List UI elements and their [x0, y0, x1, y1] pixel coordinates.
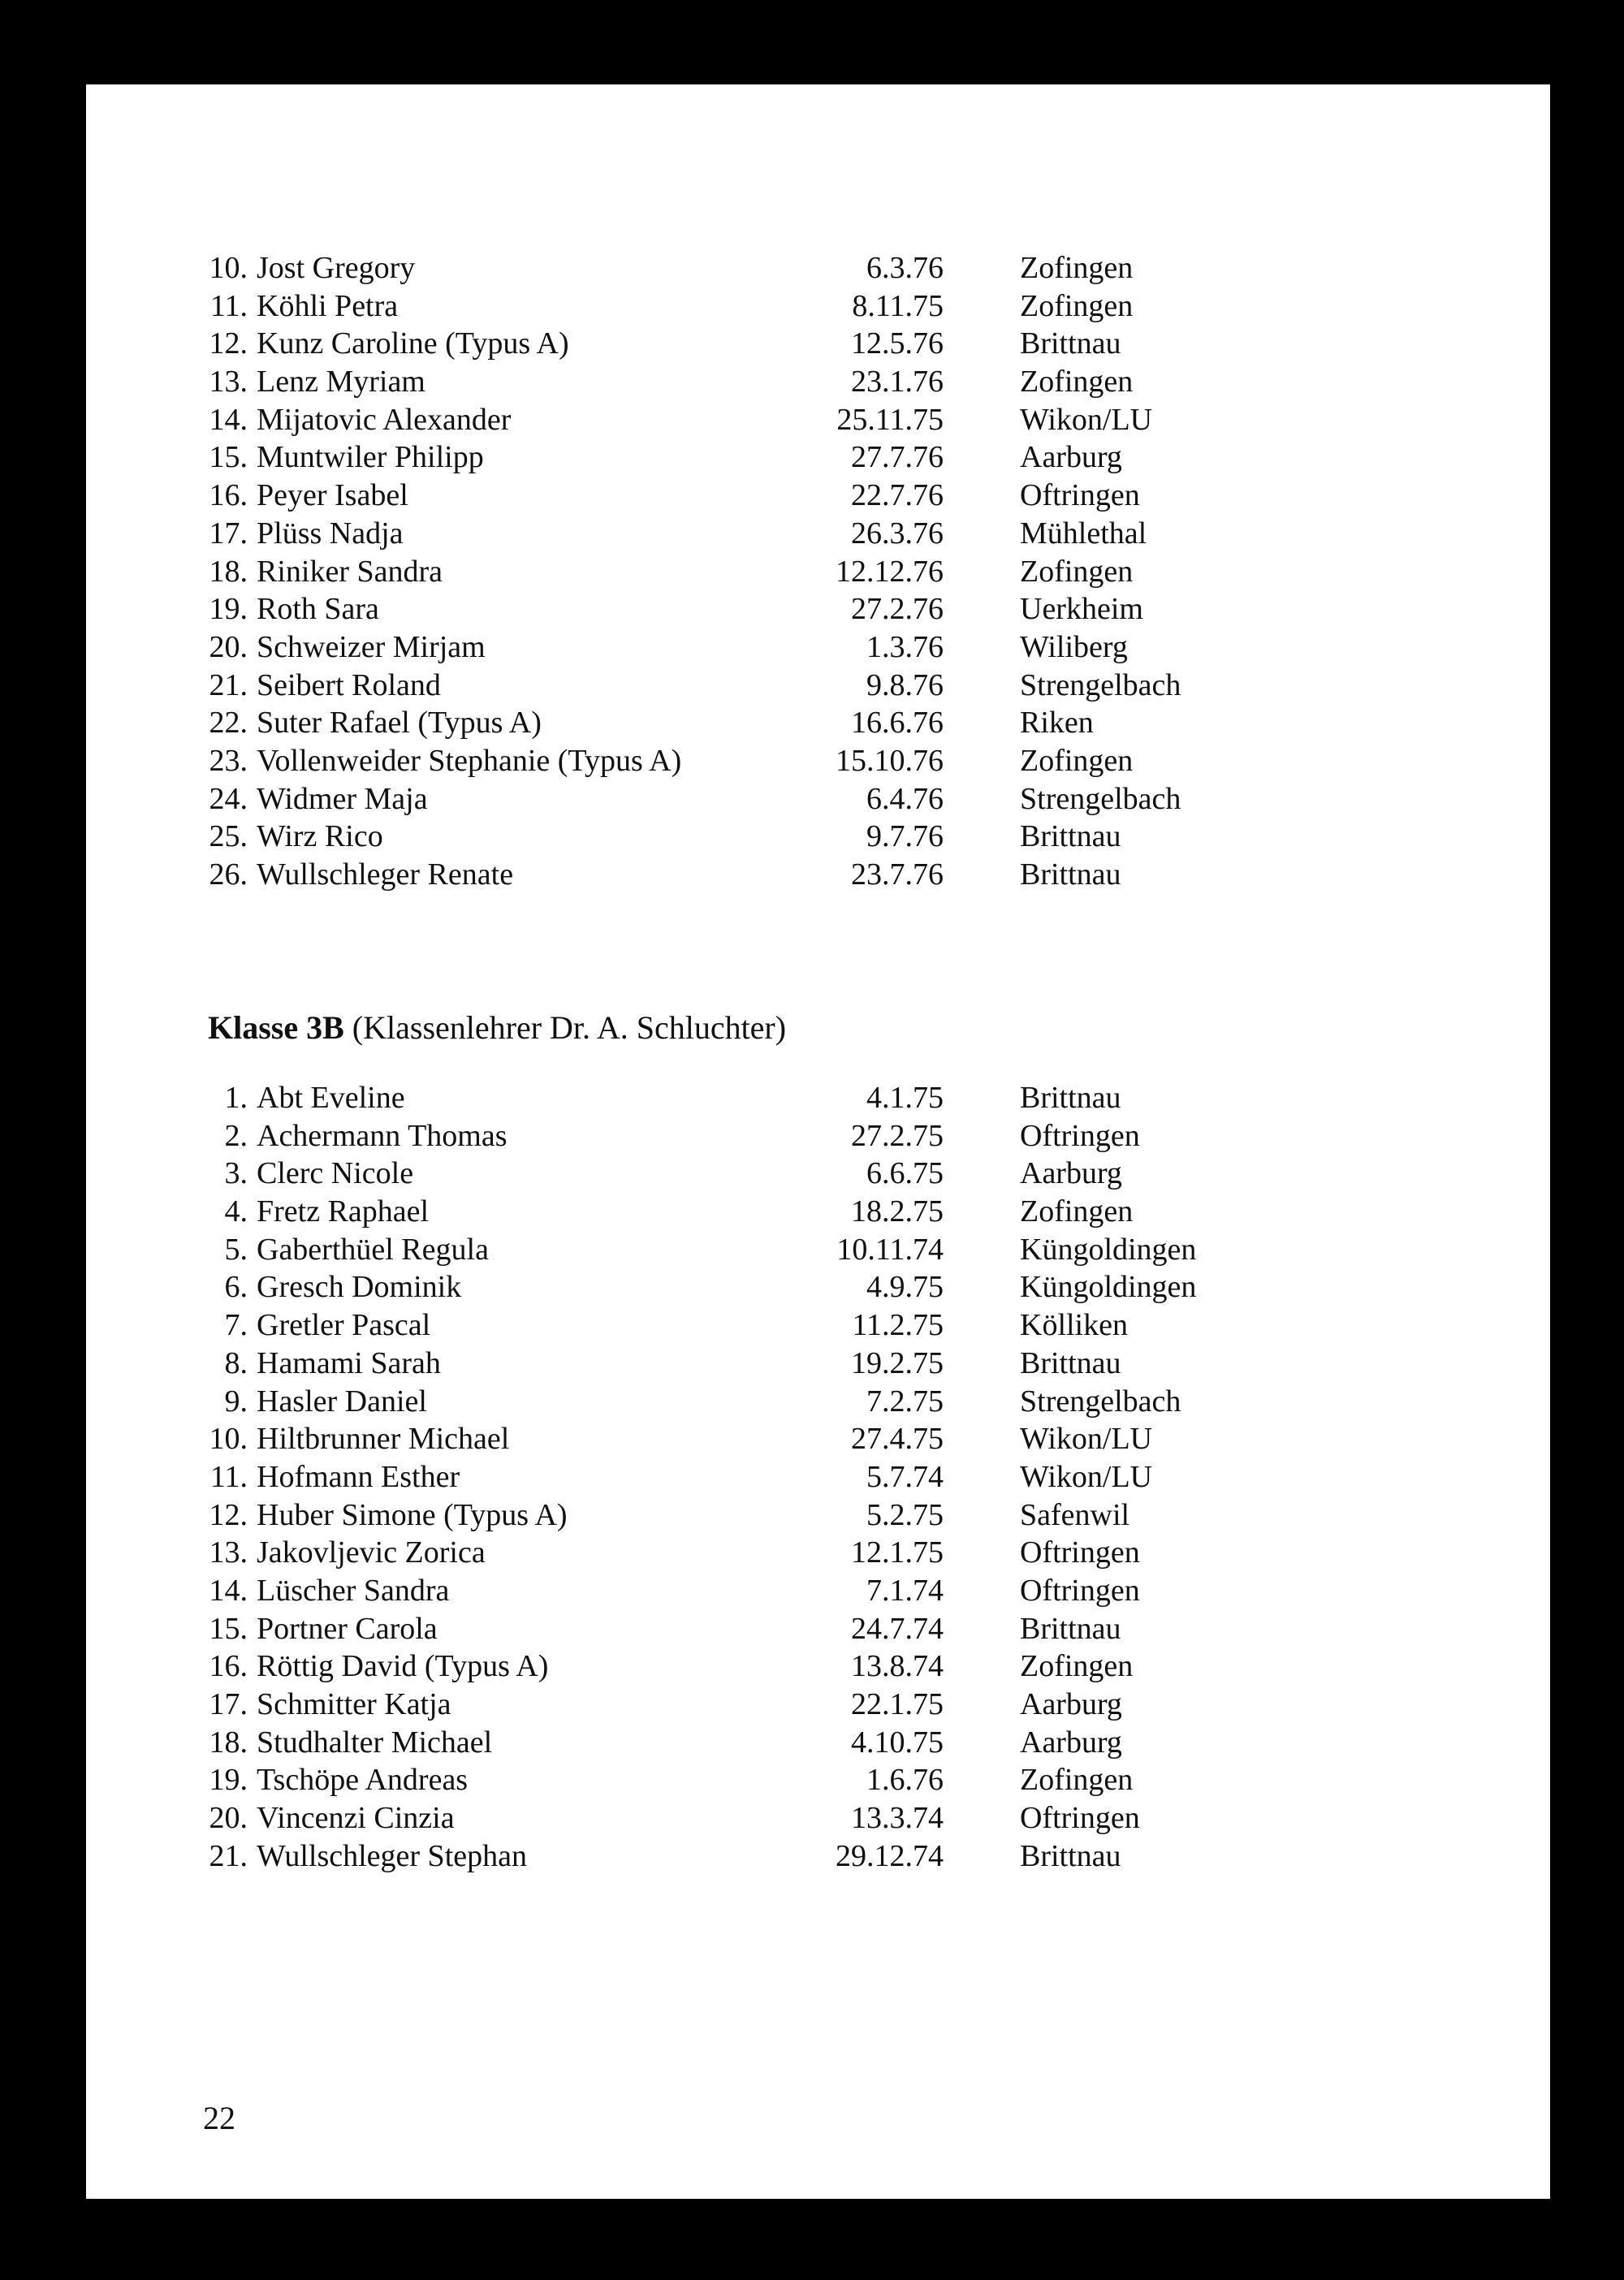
student-name: Gretler Pascal [257, 1308, 431, 1343]
student-row [0, 1534, 1624, 1572]
entry-number: 2. [224, 1118, 248, 1153]
birth-date: 6.4.76 [866, 781, 944, 816]
student-row [0, 1496, 1624, 1535]
birth-date: 1.6.76 [866, 1763, 944, 1798]
student-row [0, 438, 1624, 477]
student-name: Wirz Rico [257, 819, 383, 854]
student-name: Hasler Daniel [257, 1384, 427, 1419]
hometown: Oftringen [1020, 1535, 1140, 1570]
student-name: Muntwiler Philipp [257, 440, 484, 475]
student-row [0, 477, 1624, 515]
hometown: Zofingen [1020, 743, 1134, 778]
student-name: Wullschleger Stephan [257, 1838, 527, 1873]
entry-number: 16. [209, 1649, 248, 1684]
student-name: Huber Simone (Typus A) [257, 1497, 568, 1532]
student-name: Widmer Maja [257, 781, 428, 816]
birth-date: 13.3.74 [851, 1801, 944, 1836]
birth-date: 5.2.75 [866, 1497, 944, 1532]
birth-date: 8.11.75 [852, 288, 944, 323]
student-row [0, 1383, 1624, 1421]
birth-date: 23.7.76 [851, 857, 944, 892]
student-name: Schweizer Mirjam [257, 629, 486, 664]
student-name: Peyer Isabel [257, 478, 408, 513]
class-teacher: (Klassenlehrer Dr. A. Schluchter) [343, 1009, 787, 1046]
hometown: Wikon/LU [1020, 1422, 1153, 1457]
birth-date: 29.12.74 [836, 1838, 944, 1873]
hometown: Wikon/LU [1020, 402, 1153, 437]
student-row [0, 590, 1624, 628]
birth-date: 9.7.76 [866, 819, 944, 854]
entry-number: 15. [209, 440, 248, 475]
hometown: Aarburg [1020, 1156, 1122, 1191]
student-row [0, 1420, 1624, 1458]
student-list-3b [0, 1079, 1624, 1875]
hometown: Küngoldingen [1020, 1270, 1197, 1305]
student-row [0, 1079, 1624, 1117]
student-row [0, 742, 1624, 780]
student-row [0, 1610, 1624, 1648]
birth-date: 10.11.74 [836, 1232, 944, 1267]
student-name: Plüss Nadja [257, 516, 404, 551]
entry-number: 3. [224, 1156, 248, 1191]
student-name: Studhalter Michael [257, 1725, 493, 1760]
hometown: Aarburg [1020, 1687, 1122, 1721]
entry-number: 10. [209, 1422, 248, 1457]
student-name: Kunz Caroline (Typus A) [257, 326, 569, 361]
student-name: Riniker Sandra [257, 554, 443, 589]
student-name: Seibert Roland [257, 667, 441, 702]
entry-number: 19. [209, 1763, 248, 1798]
hometown: Strengelbach [1020, 781, 1181, 816]
student-name: Schmitter Katja [257, 1687, 451, 1721]
hometown: Zofingen [1020, 1649, 1134, 1684]
hometown: Brittnau [1020, 1611, 1121, 1646]
student-name: Clerc Nicole [257, 1156, 414, 1191]
birth-date: 12.1.75 [851, 1535, 944, 1570]
student-name: Lüscher Sandra [257, 1573, 450, 1608]
student-row [0, 1686, 1624, 1724]
entry-number: 11. [209, 288, 248, 323]
entry-number: 5. [224, 1232, 248, 1267]
student-row [0, 628, 1624, 667]
birth-date: 4.9.75 [866, 1270, 944, 1305]
student-row [0, 1761, 1624, 1799]
hometown: Oftringen [1020, 1118, 1140, 1153]
hometown: Brittnau [1020, 1345, 1121, 1380]
student-name: Vincenzi Cinzia [257, 1801, 455, 1836]
student-row [0, 704, 1624, 742]
hometown: Strengelbach [1020, 1384, 1181, 1419]
birth-date: 7.2.75 [866, 1384, 944, 1419]
entry-number: 13. [209, 1535, 248, 1570]
hometown: Zofingen [1020, 251, 1134, 285]
student-row [0, 1458, 1624, 1496]
student-row [0, 1155, 1624, 1193]
hometown: Zofingen [1020, 365, 1134, 399]
entry-number: 10. [209, 251, 248, 285]
birth-date: 4.1.75 [866, 1081, 944, 1115]
hometown: Wikon/LU [1020, 1459, 1153, 1494]
hometown: Uerkheim [1020, 592, 1143, 627]
birth-date: 1.3.76 [866, 629, 944, 664]
student-name: Hofmann Esther [257, 1459, 460, 1494]
student-name: Roth Sara [257, 592, 379, 627]
entry-number: 21. [209, 667, 248, 702]
entry-number: 7. [224, 1308, 248, 1343]
student-name: Jakovljevic Zorica [257, 1535, 486, 1570]
birth-date: 7.1.74 [866, 1573, 944, 1608]
hometown: Brittnau [1020, 326, 1121, 361]
entry-number: 24. [209, 781, 248, 816]
student-row [0, 818, 1624, 856]
hometown: Brittnau [1020, 819, 1121, 854]
birth-date: 19.2.75 [851, 1345, 944, 1380]
hometown: Brittnau [1020, 1081, 1121, 1115]
student-name: Gresch Dominik [257, 1270, 462, 1305]
hometown: Zofingen [1020, 1194, 1134, 1229]
birth-date: 16.6.76 [851, 706, 944, 741]
hometown: Mühlethal [1020, 516, 1147, 551]
student-list-continued [0, 249, 1624, 894]
class-name: Klasse 3B [208, 1009, 344, 1046]
entry-number: 20. [209, 1801, 248, 1836]
student-row [0, 1799, 1624, 1837]
student-name: Vollenweider Stephanie (Typus A) [257, 743, 682, 778]
birth-date: 4.10.75 [851, 1725, 944, 1760]
hometown: Strengelbach [1020, 667, 1181, 702]
hometown: Oftringen [1020, 1801, 1140, 1836]
birth-date: 12.12.76 [836, 554, 944, 589]
student-row [0, 363, 1624, 401]
student-row [0, 1345, 1624, 1383]
hometown: Oftringen [1020, 478, 1140, 513]
entry-number: 23. [209, 743, 248, 778]
hometown: Brittnau [1020, 857, 1121, 892]
birth-date: 27.2.76 [851, 592, 944, 627]
entry-number: 17. [209, 516, 248, 551]
student-name: Röttig David (Typus A) [257, 1649, 549, 1684]
hometown: Oftringen [1020, 1573, 1140, 1608]
student-row [0, 1647, 1624, 1686]
entry-number: 14. [209, 1573, 248, 1608]
hometown: Brittnau [1020, 1838, 1121, 1873]
student-row [0, 515, 1624, 553]
birth-date: 18.2.75 [851, 1194, 944, 1229]
student-name: Suter Rafael (Typus A) [257, 706, 542, 741]
student-row [0, 667, 1624, 705]
entry-number: 17. [209, 1687, 248, 1721]
birth-date: 26.3.76 [851, 516, 944, 551]
student-row [0, 856, 1624, 894]
entry-number: 9. [224, 1384, 248, 1419]
hometown: Wiliberg [1020, 629, 1128, 664]
entry-number: 19. [209, 592, 248, 627]
student-name: Köhli Petra [257, 288, 399, 323]
student-name: Jost Gregory [257, 251, 416, 285]
birth-date: 11.2.75 [852, 1308, 944, 1343]
entry-number: 25. [209, 819, 248, 854]
student-name: Wullschleger Renate [257, 857, 514, 892]
student-name: Gaberthüel Regula [257, 1232, 489, 1267]
entry-number: 18. [209, 554, 248, 589]
entry-number: 6. [224, 1270, 248, 1305]
student-row [0, 249, 1624, 287]
entry-number: 20. [209, 629, 248, 664]
student-name: Lenz Myriam [257, 365, 425, 399]
student-row [0, 1231, 1624, 1269]
entry-number: 21. [209, 1838, 248, 1873]
birth-date: 22.1.75 [851, 1687, 944, 1721]
student-row [0, 1268, 1624, 1306]
birth-date: 27.2.75 [851, 1118, 944, 1153]
birth-date: 27.4.75 [851, 1422, 944, 1457]
birth-date: 27.7.76 [851, 440, 944, 475]
entry-number: 18. [209, 1725, 248, 1760]
entry-number: 16. [209, 478, 248, 513]
hometown: Kölliken [1020, 1308, 1128, 1343]
birth-date: 23.1.76 [851, 365, 944, 399]
student-name: Hamami Sarah [257, 1345, 441, 1380]
student-name: Fretz Raphael [257, 1194, 430, 1229]
student-name: Achermann Thomas [257, 1118, 508, 1153]
student-row [0, 1117, 1624, 1155]
birth-date: 22.7.76 [851, 478, 944, 513]
student-row [0, 780, 1624, 818]
student-name: Mijatovic Alexander [257, 402, 512, 437]
student-row [0, 1306, 1624, 1345]
student-name: Tschöpe Andreas [257, 1763, 469, 1798]
hometown: Safenwil [1020, 1497, 1130, 1532]
student-row [0, 287, 1624, 326]
entry-number: 13. [209, 365, 248, 399]
hometown: Aarburg [1020, 440, 1122, 475]
entry-number: 22. [209, 706, 248, 741]
class-heading [208, 1008, 786, 1047]
hometown: Aarburg [1020, 1725, 1122, 1760]
entry-number: 4. [224, 1194, 248, 1229]
student-row [0, 1572, 1624, 1610]
student-name: Abt Eveline [257, 1081, 405, 1115]
student-row [0, 1724, 1624, 1762]
entry-number: 12. [209, 1497, 248, 1532]
birth-date: 25.11.75 [836, 402, 944, 437]
entry-number: 1. [224, 1081, 248, 1115]
birth-date: 12.5.76 [851, 326, 944, 361]
birth-date: 5.7.74 [866, 1459, 944, 1494]
entry-number: 8. [224, 1345, 248, 1380]
hometown: Zofingen [1020, 288, 1134, 323]
entry-number: 12. [209, 326, 248, 361]
hometown: Küngoldingen [1020, 1232, 1197, 1267]
birth-date: 24.7.74 [851, 1611, 944, 1646]
student-name: Hiltbrunner Michael [257, 1422, 510, 1457]
birth-date: 6.3.76 [866, 251, 944, 285]
hometown: Riken [1020, 706, 1094, 741]
hometown: Zofingen [1020, 554, 1134, 589]
student-row [0, 1193, 1624, 1231]
student-row [0, 1837, 1624, 1876]
student-row [0, 553, 1624, 591]
birth-date: 6.6.75 [866, 1156, 944, 1191]
entry-number: 11. [209, 1459, 248, 1494]
birth-date: 9.8.76 [866, 667, 944, 702]
student-row [0, 401, 1624, 439]
page-number: 22 [203, 2100, 235, 2136]
hometown: Zofingen [1020, 1763, 1134, 1798]
birth-date: 13.8.74 [851, 1649, 944, 1684]
entry-number: 15. [209, 1611, 248, 1646]
student-row [0, 325, 1624, 363]
entry-number: 14. [209, 402, 248, 437]
entry-number: 26. [209, 857, 248, 892]
student-name: Portner Carola [257, 1611, 438, 1646]
birth-date: 15.10.76 [836, 743, 944, 778]
